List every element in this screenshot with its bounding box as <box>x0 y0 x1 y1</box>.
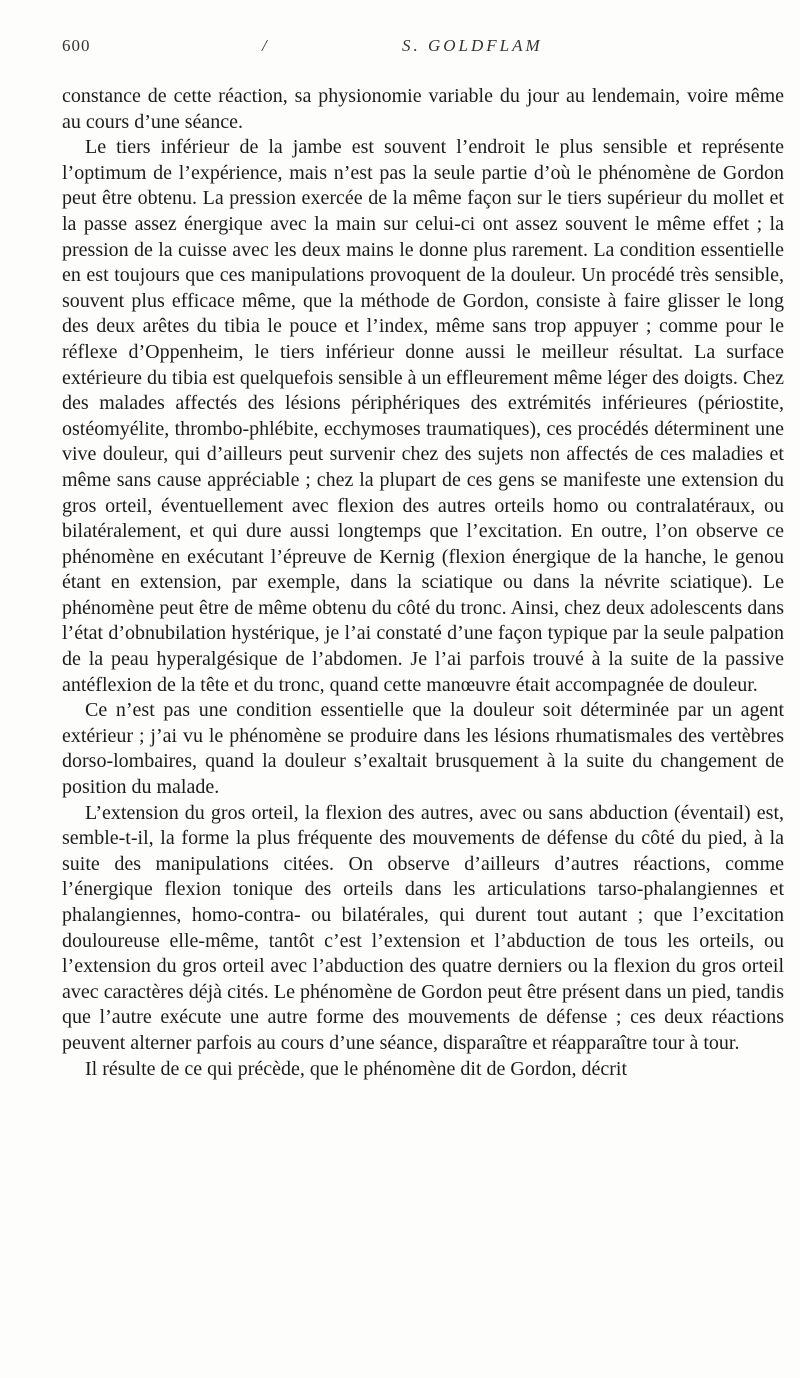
paragraph: Ce n’est pas une condition essentielle que la douleur soit déterminée par un agent extérieur ; j’ai vu le phénomène se produire dans les lésions rhumatismales des vertèbres dorso-lombaires, quand la douleur s’exaltait brusquement à la suite du changement de position du malade. <box>62 699 784 799</box>
paragraph: Le tiers inférieur de la jambe est souvent l’endroit le plus sensible et représente l’optimum de l’expérience, mais n’est pas la seule partie d’où le phénomène de Gordon peut être obtenu. La pression exercée de la même façon sur le tiers supérieur du mollet et la passe assez énergique avec la main sur celui-ci ont assez souvent le même effet ; la pression de la cuisse avec les deux mains le donne plus rarement. La condition essentielle en est toujours que ces manipulations provoquent de la douleur. Un procédé très sensible, souvent plus efficace même, que la méthode de Gordon, consiste à faire glisser le long des deux arêtes du tibia le pouce et l’index, même sans trop appuyer ; comme pour le réflexe d’Oppenheim, le tiers inférieur donne aussi le meilleur résultat. La surface extérieure du tibia est quelquefois sensible à un effleurement même léger des doigts. Chez des malades affectés des lésions périphériques des extrémités inférieures (périostite, ostéomyélite, thrombo-phlébite, ecchymoses traumatiques), ces procédés déterminent une vive douleur, qui d’ailleurs peut survenir chez des sujets non affectés de ces maladies et même sans cause appréciable ; chez la plupart de ces gens se manifeste une extension du gros orteil, éventuellement avec flexion des autres orteils homo ou contralatéraux, ou bilatéralement, et qui dure aussi longtemps que l’excitation. En outre, l’on observe ce phénomène en exécutant l’épreuve de Kernig (flexion énergique de la hanche, le genou étant en extension, par exemple, dans la sciatique ou dans la névrite sciatique). Le phénomène peut être de même obtenu du côté du tronc. Ainsi, chez deux adolescents dans l’état d’obnubilation hystérique, je l’ai constaté d’une façon typique par la seule palpation de la peau hyperalgésique de l’abdomen. Je l’ai parfois trouvé à la suite de la passive antéflexion de la tête et du tronc, quand cette manœuvre était accompagnée de douleur. <box>62 136 784 696</box>
running-header <box>62 36 760 62</box>
body-text <box>62 84 784 1082</box>
page-number: 600 <box>62 36 91 55</box>
paragraph: L’extension du gros orteil, la flexion des autres, avec ou sans abduction (éventail) est, semble-t-il, la forme la plus fréquente des mouvements de défense du côté du pied, à la suite des manipulations citées. On observe d’ailleurs d’autres réactions, comme l’énergique flexion tonique des orteils dans les articulations tarso-phalangiennes et phalangiennes, homo-contra- ou bilatérales, qui durent tout autant ; que l’excitation douloureuse elle-même, tantôt c’est l’extension et l’abduction de tous les orteils, ou l’extension du gros orteil avec l’abduction des quatre derniers ou la flexion du gros orteil avec caractères déjà cités. Le phénomène de Gordon peut être présent dans un pied, tandis que l’autre exécute une autre forme des mouvements de défense ; ces deux réactions peuvent alterner parfois au cours d’une séance, disparaître et réapparaître tour à tour. <box>62 801 784 1054</box>
header-mark: / <box>262 36 267 55</box>
running-title-author: S. GOLDFLAM <box>402 36 543 55</box>
paragraph: constance de cette réaction, sa physionomie variable du jour au lendemain, voire même au cours d’une séance. <box>62 85 784 133</box>
paragraph: Il résulte de ce qui précède, que le phénomène dit de Gordon, décrit <box>85 1057 628 1080</box>
